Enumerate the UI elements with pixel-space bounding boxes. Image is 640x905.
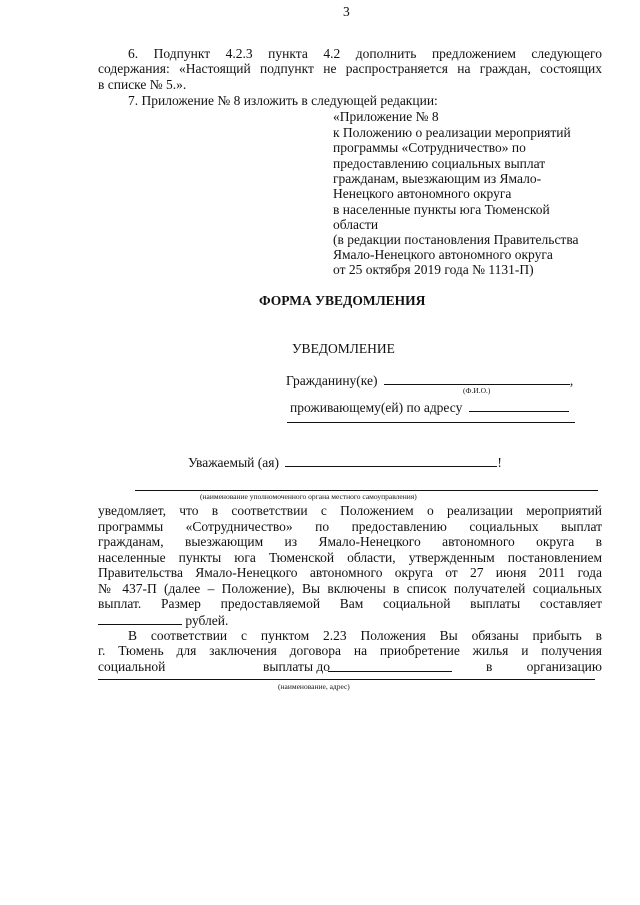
greeting-line [188,454,502,470]
body-line-5: Правительства Ямало-Ненецкого автономного округа от 27 июня 2011 года [98,565,602,580]
para-6-line-1: 6. Подпункт 4.2.3 пункта 4.2 дополнить предложением следующего [128,46,602,61]
appendix-line-11: от 25 октября 2019 года № 1131-П) [333,262,534,277]
address-line [290,399,569,415]
authority-caption: (наименование уполномоченного органа местного самоуправления) [200,492,417,501]
deadline-field [328,659,452,672]
until-label: выплаты до [263,659,331,674]
appendix-line-5: гражданам, выезжающим из Ямало- [333,171,542,186]
appendix-line-7: в населенные пункты юга Тюменской [333,202,550,217]
appendix-line-3: программы «Сотрудничество» по [333,140,526,155]
para-6-line-2: содержания: «Настоящий подпункт не распространяется на граждан, состоящих [98,61,602,76]
in-label: в [486,659,493,674]
para-7: 7. Приложение № 8 изложить в следующей редакции: [128,93,438,108]
appendix-line-1: «Приложение № 8 [333,109,439,124]
body-line-4: населенные пункты юга Тюменской области, утвержденным постановлением [98,550,602,565]
para-6-line-3: в списке № 5.». [98,77,187,92]
address-label: проживающему(ей) по адресу [290,400,463,415]
appendix-line-10: Ямало-Ненецкого автономного округа [333,247,553,262]
greeting-exclamation: ! [497,455,502,470]
social-label: социальной [98,659,166,674]
citizen-name-field [384,372,570,385]
body-line-1: уведомляет, что в соответствии с Положением о реализации мероприятий [98,503,602,518]
organization-label: организацию [526,659,602,674]
appendix-line-6: Ненецкого автономного округа [333,186,512,201]
body-line-2: программы «Сотрудничество» по предоставлению социальных выплат [98,519,602,534]
greeting-label: Уважаемый (ая) [188,455,279,470]
amount-field [98,612,182,625]
address-field-line-2 [287,422,575,423]
body-line-7: выплат. Размер предоставляемой Вам социальной выплаты составляет [98,596,602,611]
para-2-23-line-3 [98,659,602,674]
body-line-3: гражданам, выезжающим из Ямало-Ненецкого автономного округа в [98,534,602,549]
notice-heading: УВЕДОМЛЕНИЕ [292,341,395,356]
appendix-line-4: предоставлению социальных выплат [333,156,546,171]
citizen-line [286,372,573,388]
citizen-label: Гражданину(ке) [286,373,378,388]
form-title: ФОРМА УВЕДОМЛЕНИЯ [259,293,426,308]
body-line-8 [98,612,228,628]
address-field [469,399,569,412]
appendix-line-8: области [333,217,379,232]
authority-field [135,490,598,491]
organization-caption: (наименование, адрес) [278,682,350,691]
para-2-23-line-1: В соответствии с пунктом 2.23 Положения Вы обязаны прибыть в [128,628,602,643]
currency-label: рублей. [185,613,229,628]
appendix-line-9: (в редакции постановления Правительства [333,232,579,247]
citizen-comma: , [569,373,574,388]
fio-caption: (Ф.И.О.) [463,386,491,395]
body-line-6: № 437-П (далее – Положение), Вы включены в список получателей социальных [98,581,602,596]
para-2-23-line-2: г. Тюмень для заключения договора на приобретение жилья и получения [98,643,602,658]
organization-field [98,679,595,680]
appendix-line-2: к Положению о реализации мероприятий [333,125,571,140]
page-number: 3 [343,4,350,19]
greeting-name-field [285,454,497,467]
